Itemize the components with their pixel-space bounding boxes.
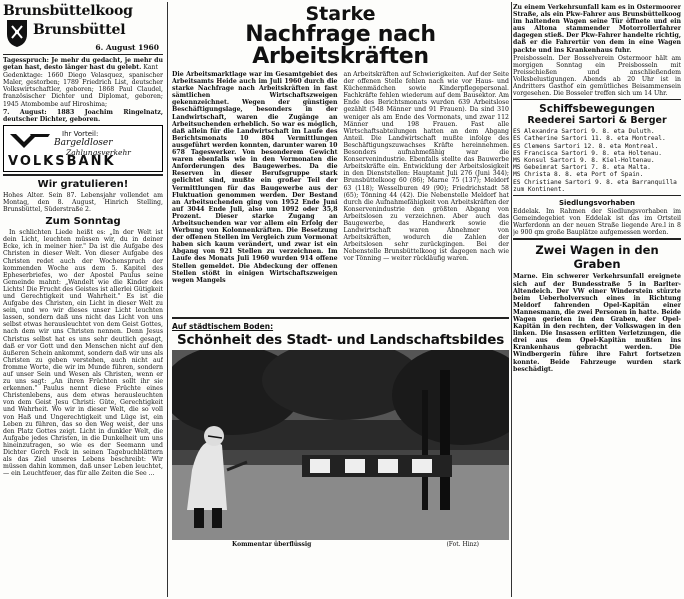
column-rule bbox=[511, 2, 512, 597]
ship-row: ES Clemens Sartori 12. 8. eta Montreal. bbox=[513, 142, 659, 150]
column-rule bbox=[167, 2, 168, 597]
gedenktage-2: 7. August: 1883 Joachim Ringelnatz, deutscher Dichter, geboren. bbox=[3, 108, 163, 123]
ad-tagline: Ihr Vorteil: bbox=[62, 129, 99, 138]
photo-headline: Schönheit des Stadt- und Landschaftsbildes bbox=[176, 332, 505, 348]
divider bbox=[513, 195, 681, 196]
volksbank-logo-icon bbox=[10, 132, 50, 150]
ship-row: ES Christiane Sartori 9. 8. eta Barranquilla zum Kontinent. bbox=[513, 178, 677, 193]
park-scene-image bbox=[172, 350, 509, 540]
sonntag-heading: Zum Sonntag bbox=[45, 216, 121, 228]
siedlung-text: Eddelak. Im Rahmen der Siedlungsvorhaben im Gemeindegebiet von Eddelak ist das im Ortsteil Warferdonn an der neuen Straße liegende Are.l in 8 je 900 qm große Bauplätze aufgemessen worden. bbox=[513, 208, 681, 237]
article-col-1: Die Arbeitsmarktlage war im Gesamtgebiet des Arbeitsamts Heide auch im Juli 1960 durch die starke Nachfrage nach Arbeitskräften in fast sämtlichen Wirtschaftszweigen gekennzeichnet. Wegen der günstigen Beschäftigungslage, besonders in der Landwirtschaft, waren die Zugänge an Arbeitsuchenden erheblich. So war es möglich, daß allein für die Landwirtschaft im Laufe des Berichtsmonats 10 804 Vermittlungen ausgeführt werden konnten, darunter waren 10 678 Tageswerker. Von besonderem Gewicht waren ebenfalls wie in den Vormonaten die Anforderungen des Baugewerbes. Da die Reserven in dieser Berufsgruppe stark gelichtet sind, mußte ein großer Teil der Vermittlungen für das Baugewerbe aus der Fluktuation genommen werden. Der Bestand an Arbeitsuchenden ging von 1952 Ende Juni auf 3044 Ende Juli, also um 1092 oder 35,8 Prozent. Dieser starke Zugang an Arbeitsuchenden war vor allem ein Erfolg der Werbung von Kolonnenkräften. Die Besetzung der offenen Stellen im Vergleich zum Vormonat haben sich kaum verändert, und zwar ist ein Abgang von 921 Stellen zu verzeichnen. Im Laufe des Monats Juli 1960 wurden 914 offene Stellen gemeldet. Die Abdeckung der offenen Stellen stößt in einigen Wirtschaftszweigen wegen Mangels bbox=[172, 71, 338, 284]
ship-row: MS Christa 8. 8. eta Port of Spain. bbox=[513, 171, 644, 179]
issue-date: 6. August 1960 bbox=[95, 43, 159, 52]
middle-column bbox=[172, 0, 509, 599]
unfall-text: Zu einem Verkehrsunfall kam es in Ostermoorer Straße, als ein Pkw-Fahrer aus Brunsbüttelkoog im haltenden Wagen seine Tür öffnete und ein aus Altona stammender Motorrollerfahrer dagegen stieß. Der Pkw-Fahrer handelte richtig, daß er die Fahrertür von dem in eine Wagen packte und ins Krankenhaus fuhr. bbox=[513, 4, 681, 54]
ship-row: ES Alexandra Sartori 9. 8. eta Duluth. bbox=[513, 128, 655, 136]
ship-heading: Schiffsbewegungen bbox=[539, 103, 655, 116]
gedenktage: Gedenktage: 1660 Diego Velasquez, spanischer Maler, gestorben; 1789 Friedrich List, deutscher Volkswirtschaftler, geboren; 1868 Paul Claudel, französischer Dichter und Diplomat, geboren; 1945 Atombombe auf Hiroshima; bbox=[3, 72, 163, 108]
tagesspruch-author: Kant bbox=[143, 64, 158, 72]
photo-credit: (Fot. Hinz) bbox=[446, 541, 479, 548]
article-columns bbox=[172, 71, 509, 315]
divider bbox=[3, 174, 163, 176]
tagesspruch: Tagesspruch: Je mehr du gedacht, je mehr du getan hast, desto länger hast du gelebt. bbox=[3, 57, 163, 72]
ad-bank-name: VOLKSBANK bbox=[8, 153, 116, 169]
caption-text: Kommentar überflüssig bbox=[232, 541, 312, 548]
divider bbox=[3, 54, 163, 55]
photo-kicker: Auf städtischem Boden: bbox=[172, 322, 274, 331]
ship-row: MS Gebeimrat Sartori 7. 8. eta Malta. bbox=[513, 164, 651, 172]
masthead-title-2: Brunsbüttel bbox=[33, 22, 126, 38]
preisbosseln-text: Preisbosseln. Der Bosselverein Ostermoor hält am morgigen Sonntag ein Preisbosseln mit Preisschießen und anschließendem Volksbelustigungen. Abends ab 20 Uhr ist in Andritters Gasthof ein gemütliches Beisammensein vorgesehen. Die Bosseler treffen sich um 14 Uhr. bbox=[513, 54, 681, 98]
divider bbox=[513, 238, 681, 240]
divider bbox=[513, 99, 681, 100]
left-column bbox=[3, 0, 163, 599]
wagen-heading: Zwei Wagen in den Graben bbox=[535, 243, 659, 272]
ship-row: MS Konsul Sartori 9. 8. Kiel-Holtenau. bbox=[513, 157, 655, 165]
right-column bbox=[513, 0, 681, 599]
ship-list bbox=[513, 128, 681, 193]
article-col-2: an Arbeitskräften auf Schwierigkeiten. Auf der Seite der offenen Stelle fehlen nach wie vor Haus- und Küchenmädchen sowie Kinderpflegepersonal. Fachkräfte fehlen wiederum auf dem Bausektor. Am Ende des Berichtsmonats wurden 639 Arbeitslose gezählt (548 Männer und 91 Frauen). Da sind 310 weniger als am Ende des Vormonats, und zwar 112 Männer und 198 Frauen. Fast alle Wirtschaftsabteilungen hatten an dem Abgang Anteil. Die Landwirtschaft mußte infolge des Beschäftigungszuwachses Kräfte hereinnehmen. Besonders aufnahmefähig war die Konservenindustrie. Ebenfalls stellte das Bauwerbe Arbeitskräfte ein. Entwicklung der Arbeitslosigkeit in den Dienststellen: Hauptamt Juli 276 (Juni 344); Brunsbüttelkoog 60 (86); Marne 75 (137); Meldorf 63 (118); Wesselburen 49 (90); Friedrichstadt 58 (65); Tönning 44 (42). Die Nebenstelle Meldorf hat durch die Aufnahmefähigkeit von Arbeitskräften der Konservenindustrie den größten Abgang von Arbeitslosen zu verzeichnen. Aber auch das Baugewerbe, das Handwerk sowie die Landwirtschaft waren Abnehmer von Arbeitskräften, wodurch die Zahlen der Arbeitslosen sehr zurückgingen. Bei der Nebenstelle Brunsbüttelkoog ist dagegen nach wie vor Tönning — weiter rückläufig waren. bbox=[343, 71, 509, 263]
town-crest-icon bbox=[5, 18, 29, 48]
siedlung-heading: Siedlungsvorhaben bbox=[558, 199, 635, 208]
gratulation-heading: Wir gratulieren! bbox=[37, 178, 129, 190]
ship-row: ES Catherine Sartori 11. 8. eta Montreal. bbox=[513, 135, 666, 143]
ad-line-2: Zahlungsverkehr bbox=[66, 147, 131, 157]
sonntag-text: In schlichten Liede heißt es: „In der Welt ist dein Licht, leuchten müssen wir, du in deiner Ecke, ich in meiner hier." Da ist die Aufgabe des Christen in dieser Welt. Von dieser Aufgabe des Christen redet auch der Wochenspruch der kommenden Woche aus dem 5. Kapitel des Epheserbriefes, wo der Apostel Paulus seine Gemeinde mahnt: „Wandelt wie die Kinder des Lichts! Die Frucht des Geistes ist allerlei Gütigkeit und Gerechtigkeit und Wahrheit." Es ist die Aufgabe des Christen, ein Licht in dieser Welt zu sein, und wo wir dieses unser Licht leuchten lassen, sondern daß uns nicht das Licht von uns selbst etwas herausleuchtet von dem Geist Gottes, nach dem wir uns Christen nennen. Denn Jesus Christus selbst hat es uns sehr deutlich gesagt, daß er vor Gott und den Menschen nicht auf den äußeren Schein ankommt, sondern daß wir uns als Christen zu geben verstehen, auch nicht auf fromme Worte, die wir im Munde führen, sondern auf unser Sein und Wesen als Christen, wenn er zu uns sagt: „An ihren Früchten sollt ihr sie erkennen." Paulus nennt diese Früchte eines Christenlebens, aus dem etwas herausleuchten von dem Geist Jesu Christi: Güte, Gerechtigkeit und Wahrheit. Wo wir in dieser Welt, die so voll von Haß und Ungerechtigkeit und Lüge ist, ein Leben zu führen, das so den Weg weist, der uns den Platz Gottes zeigt. Licht in dunkler Welt, die Aufgabe jedes Christen, in die Dunkelheit um uns hineinzutragen, so wie es der Seemann und Dichter Gorch Fock in seinen Tagebuchblättern als das Ziel unseres Lebens beschreibt: Wir müssen dahin kommen, daß unser Leben leuchtet, — ein Leuchtfeuer, das für alle Zeiten die See ... bbox=[3, 229, 163, 478]
wagen-text: Marne. Ein schwerer Verkehrsunfall ereignete sich auf der Bundesstraße 5 in Barlter-Altendeich. Der VW einer Winderstein stürzte beim Ueberholversuch eines in Richtung Meldorf fahrenden Opel-Kapitän einer Mannesmann, die zwei Personen in hatte. Beide Wagen gerieten in den Graben, der Opel-Kapitän in den rechten, der Volkswagen in den linken. Die Insassen erlitten Verletzungen, die drei aus dem Opel-Kapitän mußten ins Krankenhaus gebracht werden. Die Windbergerin führe ihre Fahrt fortsetzen konnte. Beide Fahrzeuge wurden stark beschädigt. bbox=[513, 273, 681, 373]
headline-line-2: Nachfrage nach Arbeitskräften bbox=[245, 22, 436, 69]
news-photo bbox=[172, 350, 509, 540]
ship-subheading: Reederei Sartori & Berger bbox=[527, 115, 667, 127]
ad-line-1: Bargeldloser bbox=[54, 137, 113, 148]
volksbank-ad bbox=[3, 125, 163, 172]
gratulation-text: Hohes Alter. Sein 87. Lebensjahr vollendet am Montag, den 8. August, Hinrich Stelling, Brunsbüttel, Süderstraße 2. bbox=[3, 191, 163, 214]
ship-row: ES Francisca Sartori 9. 8. eta Holtenau. bbox=[513, 149, 663, 157]
photo-caption bbox=[172, 540, 509, 548]
divider bbox=[172, 317, 509, 319]
masthead-title-1: Brunsbüttelkoog bbox=[3, 3, 133, 19]
headline-line-1: Starke bbox=[305, 3, 376, 25]
